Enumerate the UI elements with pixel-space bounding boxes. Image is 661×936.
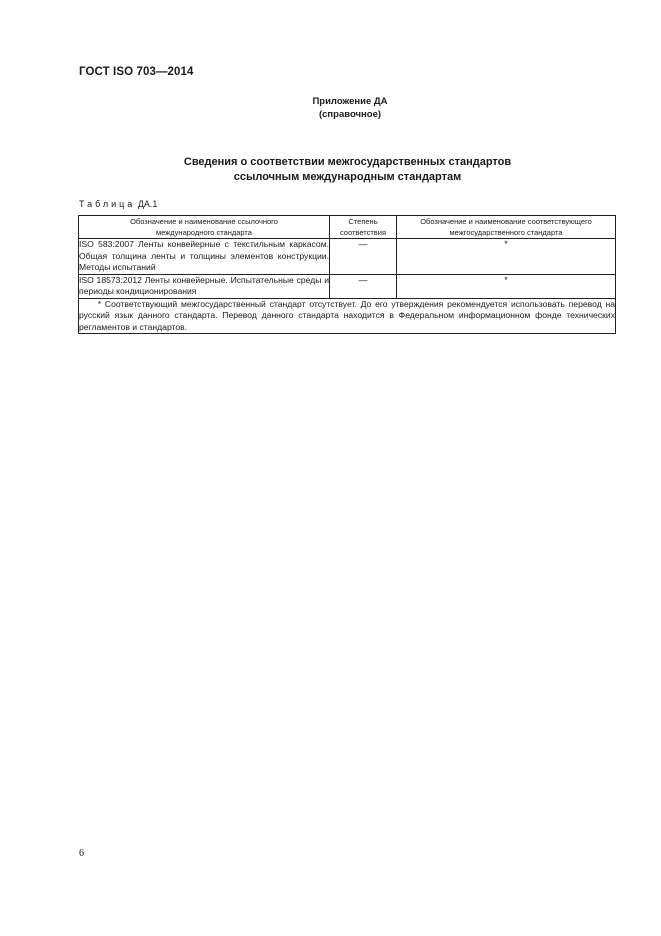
header-interstate-standard: Обозначение и наименование соответствующего межгосударственного стандарта — [397, 216, 616, 239]
table-row — [79, 274, 616, 298]
page-number: 6 — [79, 848, 84, 859]
section-heading-line-1: Сведения о соответствии межгосударственных стандартов — [183, 156, 512, 168]
header-degree-of-correspondence: Степень соответствия — [330, 216, 397, 239]
degree-cell: — — [330, 274, 397, 298]
reference-standard-cell: ISO 583:2007 Ленты конвейерные с текстильным каркасом. Общая толщина ленты и толщины элементов конструкции. Методы испытаний — [79, 239, 329, 272]
interstate-standard-cell: * — [397, 239, 616, 275]
table-header-row — [79, 216, 616, 239]
table-caption-number: ДА.1 — [137, 199, 158, 209]
interstate-standard-cell: * — [397, 274, 616, 298]
header-reference-standard: Обозначение и наименование ссылочного международного стандарта — [79, 216, 330, 239]
correspondence-table — [78, 215, 616, 334]
section-heading-line-2: ссылочным международным стандартам — [233, 171, 462, 183]
appendix-title: Приложение ДА — [312, 96, 388, 107]
table-caption — [79, 199, 157, 209]
table-footnote: * Соответствующий межгосударственный стандарт отсутствует. До его утверждения рекомендуется использовать перевод на русский язык данного стандарта. Перевод данного стандарта находится в Федеральном информационном фонде технических регламентов и стандартов. — [79, 298, 615, 332]
document-code: ГОСТ ISO 703—2014 — [79, 66, 194, 78]
table-footnote-row — [79, 298, 616, 334]
appendix-type: (справочное) — [318, 109, 382, 120]
table-caption-word: Таблица — [79, 199, 136, 209]
table-row — [79, 239, 616, 275]
degree-cell: — — [330, 239, 397, 275]
reference-standard-cell: ISO 18573:2012 Ленты конвейерные. Испытательные среды и периоды кондиционирования — [79, 274, 329, 296]
